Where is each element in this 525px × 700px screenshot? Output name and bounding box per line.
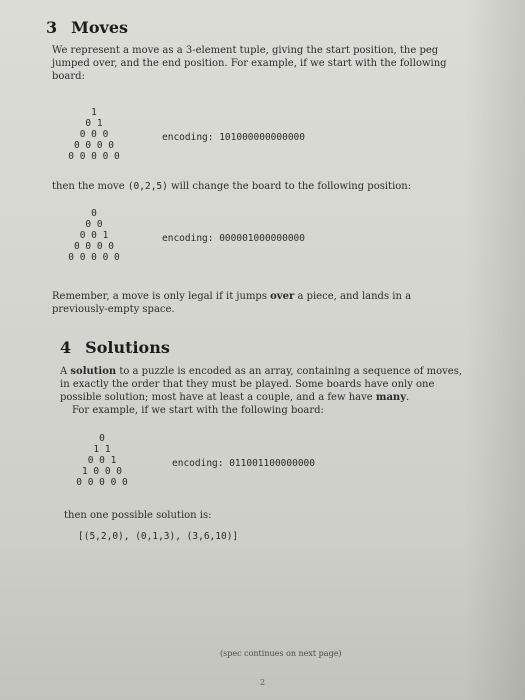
solution-term: solution xyxy=(70,366,117,377)
many-emphasis: many xyxy=(375,392,407,403)
board-3-row: 1 0 0 0 xyxy=(81,466,123,477)
board-1 xyxy=(62,107,126,162)
intro-line-3: board: xyxy=(52,71,85,82)
solution-text: A xyxy=(60,366,71,377)
board-2-row: 0 xyxy=(91,208,97,219)
solution-text: . xyxy=(406,392,410,403)
continuation-note: (spec continues on next page) xyxy=(220,649,342,658)
move-code: (0,2,5) xyxy=(127,181,168,192)
solution-intro-text: then one possible solution is: xyxy=(64,510,212,521)
section-4-intro xyxy=(60,365,470,417)
solution-text: possible solution; most have at least a couple, and a few have xyxy=(60,392,376,403)
board-2-encoding: encoding: 000001000000000 xyxy=(162,233,305,244)
transition-suffix: will change the board to the following position: xyxy=(167,181,412,192)
board-1-row: 0 1 xyxy=(85,118,103,129)
board-3-encoding: encoding: 011001100000000 xyxy=(172,458,315,469)
remember-line-2: previously-empty space. xyxy=(52,304,175,315)
solution-line-4: For example, if we start with the following board: xyxy=(72,405,324,416)
section-4-heading xyxy=(60,338,170,357)
section-3-title: Moves xyxy=(71,18,129,37)
board-2 xyxy=(62,208,126,263)
page-shadow xyxy=(465,0,525,700)
board-1-row: 0 0 0 0 xyxy=(73,140,115,151)
solution-line-2: in exactly the order that they must be played. Some boards have only one xyxy=(60,379,435,390)
move-transition-text xyxy=(52,180,472,193)
remember-text: Remember, a move is only legal if it jumps xyxy=(52,291,271,302)
board-1-encoding: encoding: 101000000000000 xyxy=(162,132,305,143)
remember-text: a piece, and lands in a xyxy=(294,291,412,302)
remember-note xyxy=(52,290,472,316)
board-2-row: 0 0 xyxy=(85,219,103,230)
board-1-row: 1 xyxy=(91,107,97,118)
section-4-number: 4 xyxy=(60,338,72,357)
section-3-intro xyxy=(52,44,472,83)
transition-prefix: then the move xyxy=(52,181,128,192)
solution-code: [(5,2,0), (0,1,3), (3,6,10)] xyxy=(78,531,239,542)
board-2-row: 0 0 0 0 xyxy=(73,241,115,252)
board-3-row: 0 xyxy=(99,433,105,444)
intro-line-1: We represent a move as a 3-element tuple, giving the start position, the peg xyxy=(52,45,439,56)
remember-emphasis: over xyxy=(270,291,295,302)
board-2-row: 0 0 0 0 0 xyxy=(68,252,120,263)
section-3-number: 3 xyxy=(46,18,58,37)
board-3-row: 1 1 xyxy=(93,444,111,455)
intro-line-2: jumped over, and the end position. For example, if we start with the following xyxy=(52,58,447,69)
board-1-row: 0 0 0 0 0 xyxy=(68,151,120,162)
page-number: 2 xyxy=(260,678,266,687)
board-2-row: 0 0 1 xyxy=(79,230,109,241)
solution-intro xyxy=(64,509,364,522)
board-3-row: 0 0 0 0 0 xyxy=(76,477,128,488)
board-1-row: 0 0 0 xyxy=(79,129,109,140)
board-3 xyxy=(70,433,134,488)
section-3-heading xyxy=(46,18,128,37)
solution-text: to a puzzle is encoded as an array, containing a sequence of moves, xyxy=(116,366,463,377)
section-4-title: Solutions xyxy=(85,338,170,357)
board-3-row: 0 0 1 xyxy=(87,455,117,466)
